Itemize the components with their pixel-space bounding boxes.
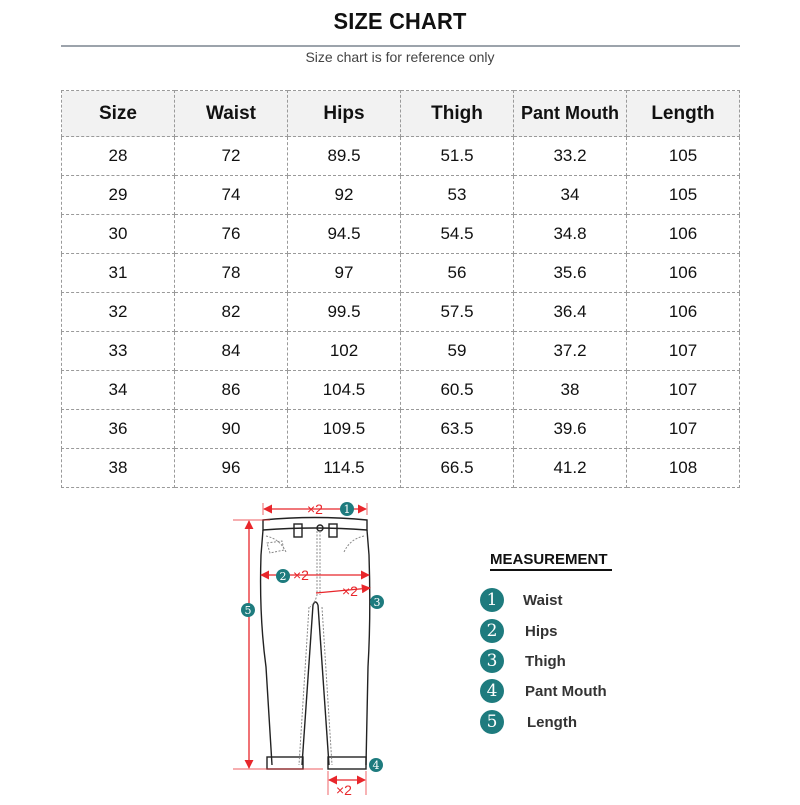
legend-item-waist <box>480 587 563 613</box>
svg-text:4: 4 <box>372 759 380 772</box>
cell-hips: 92 <box>288 176 401 215</box>
svg-text:1: 1 <box>343 503 351 516</box>
legend-label: Thigh <box>525 652 566 670</box>
cell-waist: 82 <box>175 293 288 332</box>
cell-hips: 99.5 <box>288 293 401 332</box>
cell-thigh: 57.5 <box>401 293 514 332</box>
pants-diagram <box>230 495 400 800</box>
cell-hips: 114.5 <box>288 449 401 488</box>
cell-waist: 84 <box>175 332 288 371</box>
cell-thigh: 66.5 <box>401 449 514 488</box>
cell-waist: 74 <box>175 176 288 215</box>
number-3-icon: 3 <box>480 649 504 673</box>
table-row <box>62 176 740 215</box>
hips-multiplier-label: ×2 <box>293 567 309 583</box>
svg-text:2: 2 <box>279 570 287 583</box>
number-1-icon: 1 <box>480 588 504 612</box>
cell-size: 28 <box>62 137 175 176</box>
table-header-row <box>62 91 740 137</box>
cell-length: 106 <box>627 215 740 254</box>
cell-hips: 102 <box>288 332 401 371</box>
column-header-length: Length <box>627 91 740 137</box>
cell-waist: 72 <box>175 137 288 176</box>
column-header-waist: Waist <box>175 91 288 137</box>
cell-hips: 94.5 <box>288 215 401 254</box>
table-row <box>62 254 740 293</box>
table-row <box>62 410 740 449</box>
cell-waist: 90 <box>175 410 288 449</box>
legend-item-thigh <box>480 648 566 674</box>
table-row <box>62 293 740 332</box>
cell-length: 107 <box>627 332 740 371</box>
table-row <box>62 332 740 371</box>
legend-item-length <box>480 709 577 735</box>
pants-illustration-icon <box>230 495 400 800</box>
title-divider <box>61 45 740 47</box>
column-header-pant-mouth: Pant Mouth <box>514 91 627 137</box>
cell-pant-mouth: 36.4 <box>514 293 627 332</box>
table-row <box>62 449 740 488</box>
cell-length: 106 <box>627 293 740 332</box>
cell-hips: 97 <box>288 254 401 293</box>
cell-hips: 104.5 <box>288 371 401 410</box>
thigh-multiplier-label: ×2 <box>342 583 358 599</box>
cell-length: 107 <box>627 410 740 449</box>
cell-waist: 86 <box>175 371 288 410</box>
cell-thigh: 54.5 <box>401 215 514 254</box>
cell-length: 106 <box>627 254 740 293</box>
column-header-size: Size <box>62 91 175 137</box>
legend-label: Pant Mouth <box>525 682 607 700</box>
size-table <box>61 90 740 488</box>
cell-length: 105 <box>627 176 740 215</box>
legend-item-hips <box>480 618 558 644</box>
legend-label: Waist <box>523 591 563 609</box>
cell-size: 34 <box>62 371 175 410</box>
cell-pant-mouth: 38 <box>514 371 627 410</box>
cell-length: 108 <box>627 449 740 488</box>
cell-hips: 109.5 <box>288 410 401 449</box>
number-2-icon: 2 <box>480 619 504 643</box>
table-row <box>62 137 740 176</box>
column-header-hips: Hips <box>288 91 401 137</box>
cell-thigh: 59 <box>401 332 514 371</box>
cell-size: 29 <box>62 176 175 215</box>
table-row <box>62 215 740 254</box>
cell-thigh: 56 <box>401 254 514 293</box>
column-header-thigh: Thigh <box>401 91 514 137</box>
waist-multiplier-label: ×2 <box>307 501 323 517</box>
cell-size: 30 <box>62 215 175 254</box>
legend-label: Length <box>527 713 577 731</box>
cell-size: 31 <box>62 254 175 293</box>
cell-size: 32 <box>62 293 175 332</box>
cell-thigh: 51.5 <box>401 137 514 176</box>
cell-pant-mouth: 34.8 <box>514 215 627 254</box>
table-row <box>62 371 740 410</box>
svg-text:3: 3 <box>373 596 381 609</box>
cell-waist: 96 <box>175 449 288 488</box>
pant-mouth-multiplier-label: ×2 <box>336 782 352 798</box>
cell-size: 36 <box>62 410 175 449</box>
cell-pant-mouth: 35.6 <box>514 254 627 293</box>
legend-item-pant-mouth <box>480 678 607 704</box>
cell-hips: 89.5 <box>288 137 401 176</box>
cell-pant-mouth: 39.6 <box>514 410 627 449</box>
cell-waist: 76 <box>175 215 288 254</box>
number-4-icon: 4 <box>480 679 504 703</box>
cell-pant-mouth: 41.2 <box>514 449 627 488</box>
cell-pant-mouth: 33.2 <box>514 137 627 176</box>
legend-title: MEASUREMENT <box>490 551 612 571</box>
legend-label: Hips <box>525 622 558 640</box>
cell-size: 33 <box>62 332 175 371</box>
page-subtitle: Size chart is for reference only <box>305 49 495 65</box>
cell-pant-mouth: 37.2 <box>514 332 627 371</box>
svg-text:5: 5 <box>244 604 252 617</box>
cell-thigh: 53 <box>401 176 514 215</box>
cell-size: 38 <box>62 449 175 488</box>
page-title: SIZE CHART <box>333 8 467 34</box>
number-5-icon: 5 <box>480 710 504 734</box>
cell-length: 107 <box>627 371 740 410</box>
cell-waist: 78 <box>175 254 288 293</box>
cell-thigh: 60.5 <box>401 371 514 410</box>
cell-length: 105 <box>627 137 740 176</box>
cell-thigh: 63.5 <box>401 410 514 449</box>
cell-pant-mouth: 34 <box>514 176 627 215</box>
